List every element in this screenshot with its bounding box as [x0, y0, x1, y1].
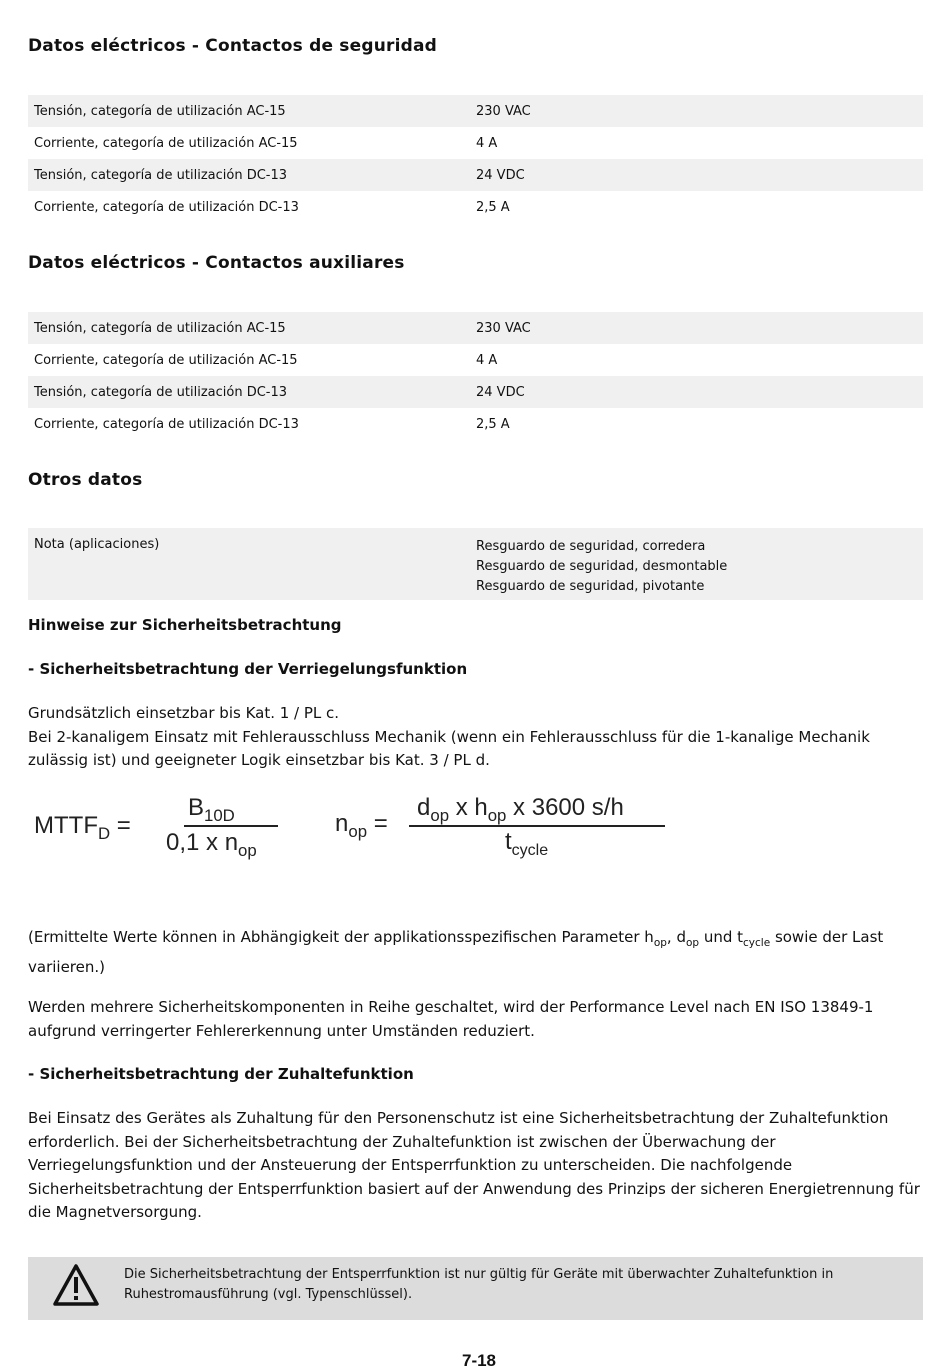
formula-numerator-b-sub: op [487, 805, 507, 825]
text-run: und t [699, 928, 744, 946]
row-label: Nota (aplicaciones) [34, 537, 160, 552]
paragraph-line: Bei 2-kanaligem Einsatz mit Fehlerausschluss Mechanik (wenn ein Fehlerausschluss für die 1-kanalige Mechanik zulässig ist) und geeigneter Logik einsetzbar bis Kat. 3 / PL d. [28, 727, 870, 769]
row-value: 24 VDC [476, 167, 525, 183]
section-title-aux-contacts: Datos eléctricos - Contactos auxiliares [28, 253, 405, 273]
section-title-safety-contacts: Datos eléctricos - Contactos de seguridad [28, 36, 438, 56]
formula-denominator-sub: cycle [511, 841, 549, 859]
paragraph-locking [28, 702, 923, 773]
formula-lhs-sub: op [348, 821, 368, 841]
formula-lhs: MTTF [34, 812, 98, 839]
safety-subheading-guard-locking: - Sicherheitsbetrachtung der Zuhaltefunktion [28, 1065, 414, 1083]
text-run: (Ermittelte Werte können in Abhängigkeit der applikationsspezifischen Parameter h [28, 928, 654, 946]
row-label: Tensión, categoría de utilización AC-15 [34, 103, 286, 119]
table-row [28, 127, 923, 159]
row-label: Tensión, categoría de utilización DC-13 [34, 384, 288, 400]
row-label: Tensión, categoría de utilización DC-13 [34, 167, 288, 183]
formula-numerator-a-sub: op [430, 805, 450, 825]
text-sub: cycle [743, 937, 771, 949]
fraction-bar [409, 825, 665, 827]
row-value: 4 A [476, 352, 498, 368]
warning-text: Die Sicherheitsbetrachtung der Entsperrfunktion ist nur gültig für Geräte mit überwachter Zuhaltefunktion in Ruhestromausführung (vgl. Typenschlüssel). [124, 1267, 834, 1302]
note-value: Resguardo de seguridad, pivotante [476, 579, 705, 594]
page-number: 7-18 [461, 1351, 497, 1370]
formula-numerator-b: x h [449, 794, 488, 821]
fraction-bar [184, 825, 278, 827]
formula-lhs: n [335, 810, 349, 837]
text-sub: op [685, 937, 700, 949]
note-value: Resguardo de seguridad, desmontable [476, 559, 728, 574]
row-value: 2,5 A [476, 199, 510, 215]
safety-subheading-locking: - Sicherheitsbetrachtung der Verriegelungsfunktion [28, 660, 468, 678]
table-row [28, 408, 923, 440]
row-value: 2,5 A [476, 416, 510, 432]
section-title-other: Otros datos [28, 470, 143, 490]
aux-contacts-table [28, 312, 923, 440]
table-row [28, 191, 923, 223]
table-row [28, 344, 923, 376]
row-label: Corriente, categoría de utilización AC-15 [34, 352, 298, 368]
note-value: Resguardo de seguridad, corredera [476, 539, 706, 554]
formula-denominator-sub: op [238, 840, 257, 860]
safety-contacts-table [28, 95, 923, 223]
text-run: sowie der Last variieren.) [28, 928, 884, 976]
row-value [476, 528, 923, 600]
table-row [28, 95, 923, 127]
paragraph-guard-locking: Bei Einsatz des Gerätes als Zuhaltung für den Personenschutz ist eine Sicherheitsbetrachtung der Zuhaltefunktion erforderlich. Bei der Sicherheitsbetrachtung der Zuhaltefunktion ist zwischen der Überwachung der Verriegelungsfunktion und der Ansteuerung der Entsperrfunktion zu unterscheiden. Die nachfolgende Sicherheitsbetrachtung der Entsperrfunktion basiert auf der Anwendung des Prinzips der sicheren Energietrennung für die Magnetversorgung. [28, 1109, 920, 1221]
text-sub: op [653, 937, 667, 949]
table-row [28, 312, 923, 344]
row-label: Corriente, categoría de utilización DC-13 [34, 416, 299, 432]
row-label: Tensión, categoría de utilización AC-15 [34, 320, 286, 336]
table-row [28, 159, 923, 191]
formula-lhs-sub: D [97, 823, 111, 843]
text-run: , d [666, 928, 686, 946]
formula-denominator: 0,1 x n [166, 829, 239, 856]
formula-nop [335, 790, 675, 860]
formula-equals: = [110, 812, 131, 839]
formula-numerator-sub: 10D [204, 805, 235, 825]
formula-equals: = [367, 810, 388, 837]
safety-heading: Hinweise zur Sicherheitsbetrachtung [28, 616, 342, 634]
table-row [28, 528, 923, 600]
paragraph-performance-level: Werden mehrere Sicherheitskomponenten in Reihe geschaltet, wird der Performance Level nach EN ISO 13849-1 aufgrund verringerter Fehlererkennung unter Umständen reduziert. [28, 998, 874, 1040]
row-value: 230 VAC [476, 320, 531, 336]
row-label: Corriente, categoría de utilización AC-15 [34, 135, 298, 151]
row-value: 24 VDC [476, 384, 525, 400]
row-value: 230 VAC [476, 103, 531, 119]
row-label: Corriente, categoría de utilización DC-13 [34, 199, 299, 215]
formula-numerator-c: x 3600 s/h [506, 794, 624, 821]
formula-denominator: t [505, 828, 512, 855]
table-row [28, 376, 923, 408]
formula-numerator-a: d [417, 794, 431, 821]
other-data-table [28, 528, 923, 600]
paragraph-line: Grundsätzlich einsetzbar bis Kat. 1 / PL c. [28, 704, 340, 722]
paragraph-parameters [28, 926, 923, 979]
warning-triangle-icon [52, 1263, 100, 1307]
formula-numerator: B [188, 794, 205, 821]
row-value: 4 A [476, 135, 498, 151]
formula-mttfd [34, 790, 284, 860]
warning-box [28, 1257, 923, 1320]
